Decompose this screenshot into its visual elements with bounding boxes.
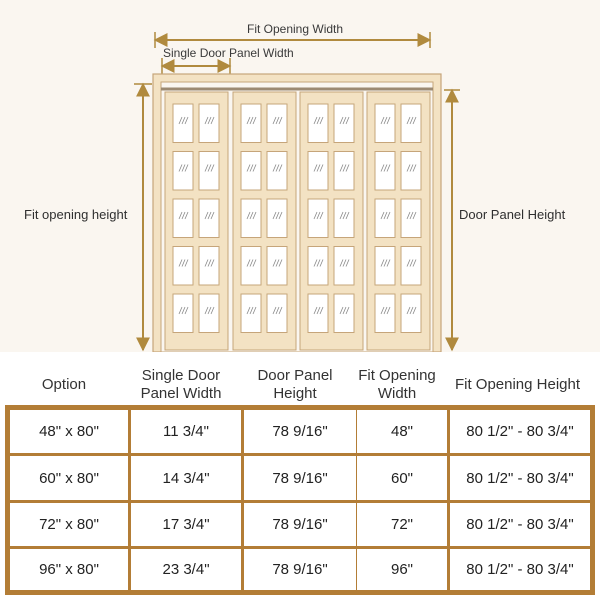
door-panel-height-arrow (444, 90, 460, 350)
fit-opening-width-label: Fit Opening Width (247, 22, 344, 36)
door-panel (367, 92, 430, 350)
cell-fit-opening-height: 80 1/2" - 80 3/4" (450, 549, 590, 590)
cell-single-door-panel-width: 14 3/4" (131, 456, 241, 500)
cell-single-door-panel-width: 17 3/4" (131, 503, 241, 546)
cell-fit-opening-height: 80 1/2" - 80 3/4" (450, 503, 590, 546)
fit-opening-height-label: Fit opening height (24, 207, 128, 222)
cell-door-panel-height: 78 9/16" (244, 410, 356, 453)
cell-door-panel-height: 78 9/16" (244, 549, 356, 590)
single-door-panel-width-arrow (162, 58, 230, 74)
door-panel (300, 92, 363, 350)
cell-option: 96" x 80" (10, 549, 128, 590)
cell-door-panel-height: 78 9/16" (244, 503, 356, 546)
cell-fit-opening-height: 80 1/2" - 80 3/4" (450, 456, 590, 500)
cell-single-door-panel-width: 23 3/4" (131, 549, 241, 590)
cell-fit-opening-width: 72" (357, 503, 447, 546)
header-single-door-panel-width: Single Door Panel Width (140, 367, 222, 402)
door-panel (165, 92, 228, 350)
cell-single-door-panel-width: 11 3/4" (131, 410, 241, 453)
cell-fit-opening-width: 96" (357, 549, 447, 590)
door-panel (233, 92, 296, 350)
header-door-panel-height: Door Panel Height (257, 367, 333, 402)
cell-fit-opening-width: 60" (357, 456, 447, 500)
cell-option: 72" x 80" (10, 503, 128, 546)
cell-option: 48" x 80" (10, 410, 128, 453)
cell-option: 60" x 80" (10, 456, 128, 500)
header-option: Option (41, 376, 87, 393)
header-fit-opening-width: Fit Opening Width (358, 367, 436, 402)
table-grid (5, 405, 595, 595)
cell-fit-opening-width: 48" (357, 410, 447, 453)
cell-door-panel-height: 78 9/16" (244, 456, 356, 500)
fit-opening-height-arrow (134, 84, 152, 350)
single-door-panel-width-label: Single Door Panel Width (163, 46, 294, 60)
header-fit-opening-height: Fit Opening Height (454, 376, 581, 393)
door-panel-height-label: Door Panel Height (459, 207, 566, 222)
cell-fit-opening-height: 80 1/2" - 80 3/4" (450, 410, 590, 453)
